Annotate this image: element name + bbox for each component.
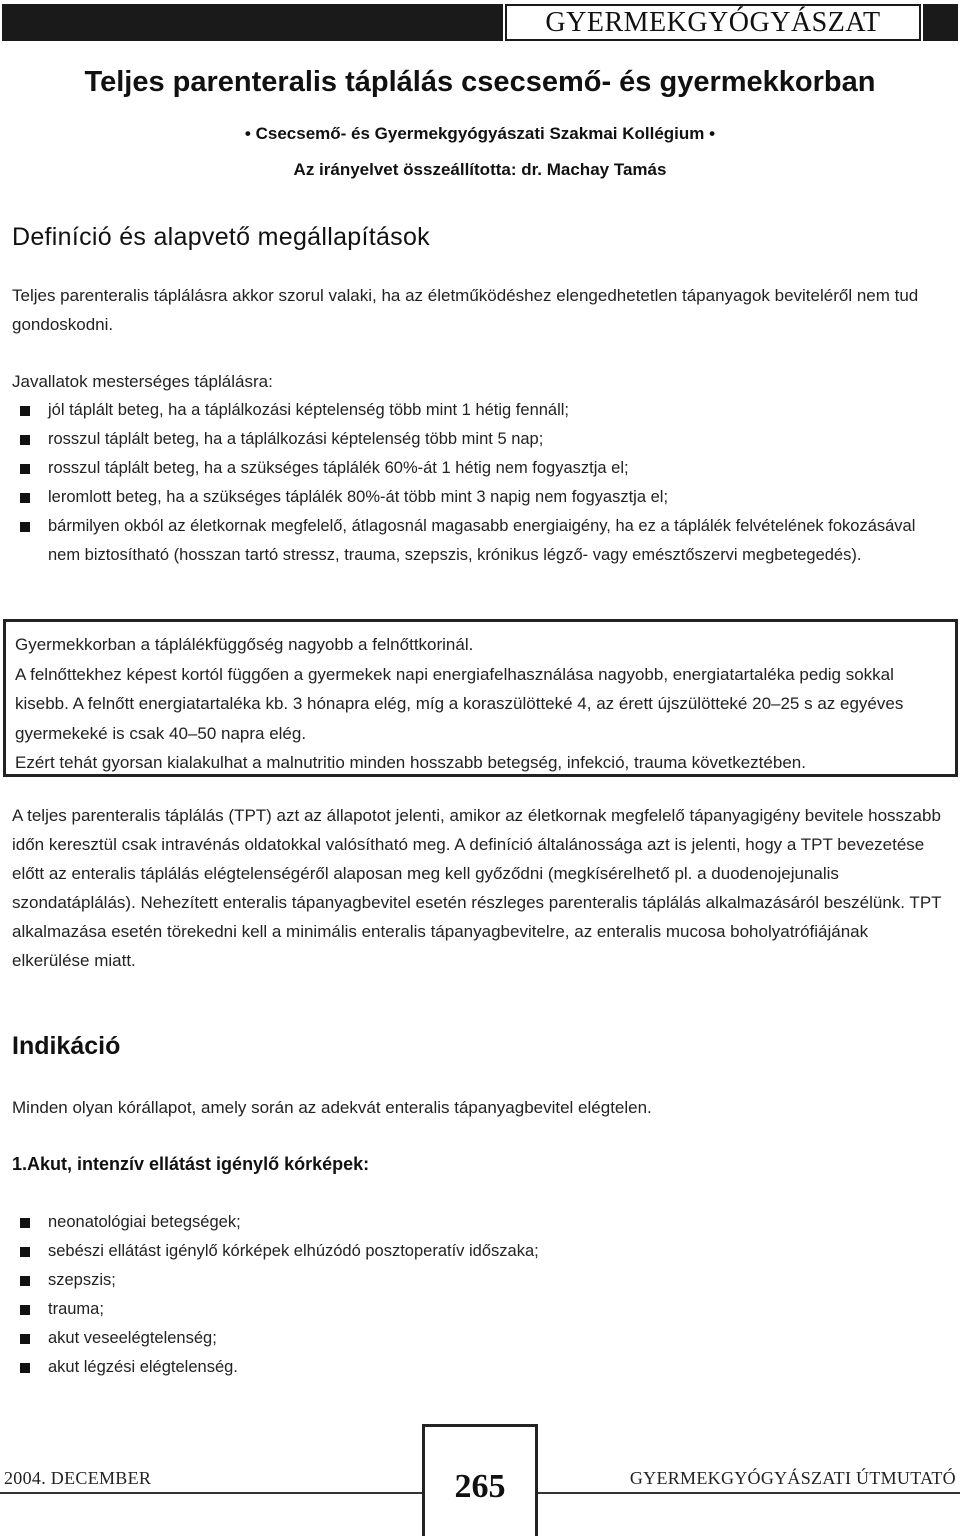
- acute-conditions-list: [20, 1208, 945, 1382]
- list-item: neonatológiai betegségek;: [20, 1208, 945, 1237]
- indications-list: [20, 396, 945, 570]
- article-title: Teljes parenteralis táplálás csecsemő- és gyermekkorban: [84, 66, 876, 98]
- footer-date: 2004. DECEMBER: [4, 1468, 152, 1488]
- list-item: akut légzési elégtelenség.: [20, 1353, 945, 1382]
- list-item: szepszis;: [20, 1266, 945, 1295]
- list-item: rosszul táplált beteg, ha a szükséges táplálék 60%-át 1 hétig nem fogyasztja el;: [20, 454, 945, 483]
- indikacio-intro: Minden olyan kórállapot, amely során az adekvát enteralis tápanyagbevitel elégtelen.: [12, 1098, 652, 1117]
- list-item: rosszul táplált beteg, ha a táplálkozási képtelenség több mint 5 nap;: [20, 425, 945, 454]
- header-decor-bar-right: [923, 4, 958, 41]
- organization-line: • Csecsemő- és Gyermekgyógyászati Szakmai Kollégium •: [244, 124, 716, 143]
- page-number: 265: [454, 1467, 506, 1505]
- list-item: sebészi ellátást igénylő kórképek elhúzódó posztoperatív időszaka;: [20, 1237, 945, 1266]
- list-item: jól táplált beteg, ha a táplálkozási képtelenség több mint 1 hétig fennáll;: [20, 396, 945, 425]
- list-item: akut veseelégtelenség;: [20, 1324, 945, 1353]
- list-item: trauma;: [20, 1295, 945, 1324]
- box-line-3: Ezért tehát gyorsan kialakulhat a malnutritio minden hosszabb betegség, infekció, trauma következtében.: [15, 753, 806, 772]
- highlight-box: [3, 619, 958, 777]
- header-decor-bar-left: [2, 4, 503, 41]
- indikacio-heading: Indikáció: [12, 1032, 121, 1060]
- section-header: [505, 4, 921, 41]
- footer-publication: GYERMEKGYÓGYÁSZATI ÚTMUTATÓ: [629, 1468, 956, 1488]
- box-line-1: Gyermekkorban a táplálékfüggőség nagyobb a felnőttkorinál.: [15, 635, 474, 654]
- section-title: GYERMEKGYÓGYÁSZAT: [545, 6, 881, 38]
- definition-intro: Teljes parenteralis táplálásra akkor szorul valaki, ha az életműködéshez elengedhetetlen tápanyagok beviteléről nem tud gondoskodni.: [12, 286, 919, 334]
- definition-heading: Definíció és alapvető megállapítások: [12, 223, 430, 251]
- list-item: leromlott beteg, ha a szükséges táplálék 80%-át több mint 3 napig nem fogyasztja el;: [20, 483, 945, 512]
- indications-label: Javallatok mesterséges táplálásra:: [12, 372, 273, 391]
- page-number-box: [422, 1424, 538, 1536]
- tpt-paragraph: A teljes parenteralis táplálás (TPT) azt az állapotot jelenti, amikor az életkornak megfelelő tápanyagigény bevitele hosszabb időn keresztül csak intravénás oldatokkal valósítható meg. A definíció általánossága azt is jelenti, hogy a TPT bevezetése előtt az enteralis táplálás elégtelenségéről alaposan meg kell győződni (megkísérelhető pl. a duodenojejunalis szondatáplálás). Nehezített enteralis tápanyagbevitel esetén részleges parenteralis táplálás alkalmazásáról beszélünk. TPT alkalmazása esetén törekedni kell a minimális enteralis tápanyagbevitelre, az enteralis mucosa boholyatrófiájának elkerülése miatt.: [12, 806, 942, 970]
- acute-subheading: 1.Akut, intenzív ellátást igénylő kórképek:: [12, 1154, 370, 1174]
- list-item: bármilyen okból az életkornak megfelelő, átlagosnál magasabb energiaigény, ha ez a táplálék felvételének fokozásával nem biztosítható (hosszan tartó stressz, trauma, szepszis, krónikus légző- vagy emésztőszervi megbetegedés).: [20, 512, 945, 570]
- box-line-2: A felnőttekhez képest kortól függően a gyermekek napi energiafelhasználása nagyobb, energiatartaléka pedig sokkal kisebb. A felnőtt energiatartaléka kb. 3 hónapra elég, míg a koraszülötteké 4, az érett újszülötteké 20–25 s az egyéves gyermekeké is csak 40–50 napra elég.: [15, 664, 904, 743]
- author-line: Az irányelvet összeállította: dr. Machay Tamás: [293, 160, 667, 179]
